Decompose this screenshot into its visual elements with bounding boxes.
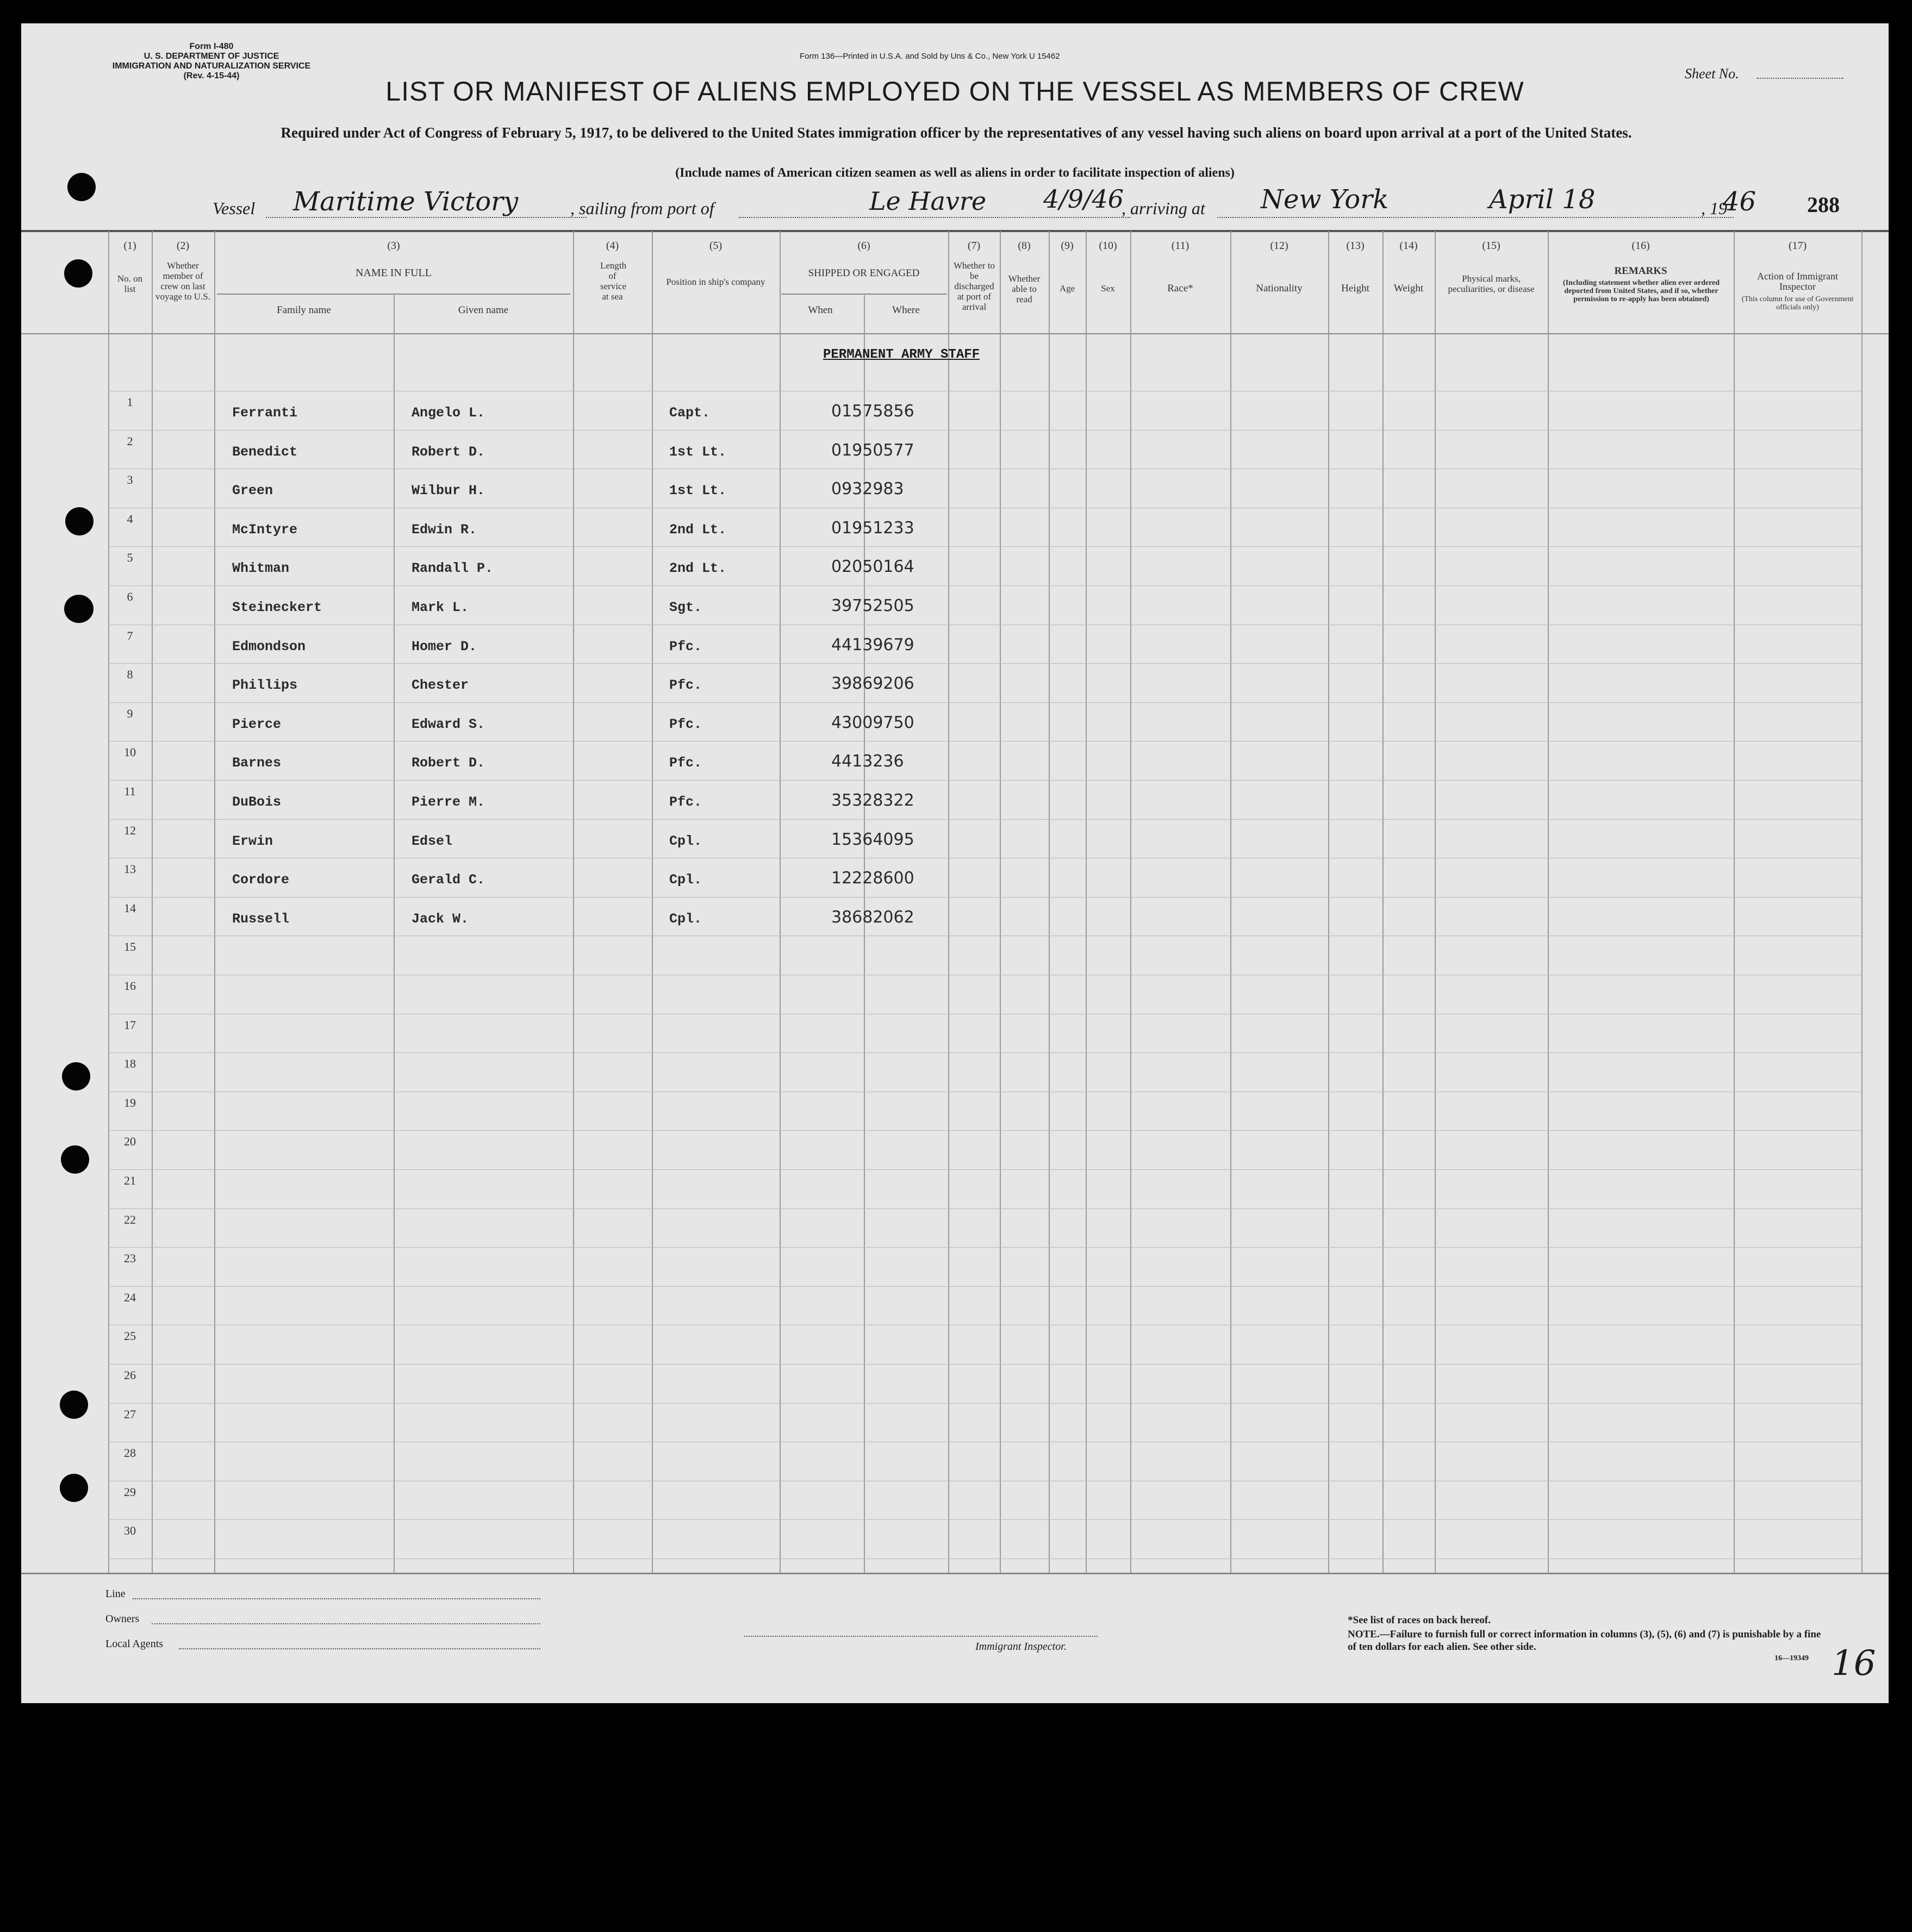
given-name-cell: Edsel [412, 833, 453, 849]
colnum-4: (4) [606, 240, 619, 252]
header-physical-marks: Physical marks, peculiarities, or disease [1448, 273, 1535, 294]
row-number: 16 [124, 979, 136, 993]
sheet-number-label: Sheet No. [1685, 66, 1739, 82]
remarks-note: (Including statement whether alien ever ordered deported from United States, and if so, whether permission to re-apply has been obtained) [1562, 279, 1720, 303]
position-cell: Cpl. [669, 911, 702, 927]
arriving-label: , arriving at [1122, 198, 1205, 218]
header-given-name: Given name [458, 304, 509, 316]
family-name-cell: Whitman [232, 560, 290, 576]
arriving-underline [1217, 217, 1734, 218]
row-line [108, 430, 1861, 431]
family-name-cell: Ferranti [232, 405, 298, 421]
row-number: 12 [124, 824, 136, 837]
given-name-cell: Edward S. [412, 716, 485, 732]
sailing-label: , sailing from port of [570, 198, 714, 218]
row-number: 23 [124, 1251, 136, 1265]
row-number: 6 [127, 590, 133, 603]
row-line [108, 1403, 1861, 1404]
row-number: 29 [124, 1485, 136, 1499]
family-name-cell: McIntyre [232, 522, 298, 538]
shipped-header-rule [781, 294, 947, 295]
row-number: 19 [124, 1096, 136, 1110]
row-number: 7 [127, 629, 133, 643]
arriving-port[interactable]: New York [1261, 184, 1389, 215]
row-number: 30 [124, 1524, 136, 1537]
page-title: LIST OR MANIFEST OF ALIENS EMPLOYED ON THE VESSEL AS MEMBERS OF CREW [385, 76, 1524, 107]
family-name-cell: Steineckert [232, 600, 322, 615]
serial-number-cell: 39869206 [831, 674, 914, 693]
serial-number-cell: 0932983 [831, 479, 904, 498]
colnum-10: (10) [1099, 240, 1117, 252]
header-race: Race* [1167, 283, 1193, 294]
header-name-in-full: NAME IN FULL [356, 267, 432, 279]
header-family-name: Family name [277, 304, 331, 316]
serial-number-cell: 39752505 [831, 596, 914, 615]
column-line [394, 295, 395, 1573]
serial-number-cell: 43009750 [831, 713, 914, 732]
header-weight: Weight [1393, 283, 1424, 294]
binder-hole [64, 259, 92, 288]
position-cell: Cpl. [669, 833, 702, 849]
year-prefix: , 19 [1701, 198, 1727, 218]
row-number: 20 [124, 1135, 136, 1148]
column-line [652, 231, 653, 1573]
vessel-name[interactable]: Maritime Victory [293, 186, 519, 217]
header-age: Age [1059, 283, 1075, 294]
column-line [1328, 231, 1329, 1573]
row-number: 24 [124, 1291, 136, 1304]
family-name-cell: Barnes [232, 755, 282, 771]
given-name-cell: Wilbur H. [412, 483, 485, 498]
position-cell: Pfc. [669, 677, 702, 693]
row-line [108, 1130, 1861, 1131]
header-discharged: Whether to be discharged at port of arrival [954, 260, 995, 312]
binder-hole [65, 507, 94, 535]
header-where: Where [892, 304, 920, 316]
given-name-cell: Robert D. [412, 755, 485, 771]
row-line [108, 1052, 1861, 1053]
serial-number-cell: 01950577 [831, 441, 914, 460]
include-note: (Include names of American citizen seamen as well as aliens in order to facilitate inspection of aliens) [675, 166, 1235, 180]
family-name-cell: Russell [232, 911, 290, 927]
colnum-12: (12) [1270, 240, 1288, 252]
vessel-label: Vessel [213, 198, 256, 218]
agency: U. S. DEPARTMENT OF JUSTICE [144, 52, 279, 61]
header-sex: Sex [1101, 283, 1115, 294]
colnum-2: (2) [176, 240, 190, 252]
row-number: 5 [127, 551, 133, 564]
row-number: 18 [124, 1057, 136, 1070]
page-number: 288 [1807, 192, 1840, 217]
serial-number-cell: 38682062 [831, 908, 914, 927]
row-number: 22 [124, 1213, 136, 1226]
given-name-cell: Angelo L. [412, 405, 485, 421]
given-name-cell: Gerald C. [412, 872, 485, 888]
handwritten-number: 16 [1832, 1643, 1876, 1684]
serial-number-cell: 02050164 [831, 557, 914, 576]
column-line [1734, 231, 1735, 1573]
header-shipped-or-engaged: SHIPPED OR ENGAGED [808, 267, 920, 279]
print-code: 16—19349 [1774, 1654, 1809, 1662]
family-name-cell: Benedict [232, 444, 298, 460]
position-cell: Capt. [669, 405, 711, 421]
inspector-label: Immigrant Inspector. [975, 1641, 1067, 1653]
colnum-6: (6) [857, 240, 870, 252]
row-number: 15 [124, 940, 136, 953]
given-name-cell: Pierre M. [412, 794, 485, 810]
header-position: Position in ship's company [666, 277, 765, 287]
row-line [108, 1286, 1861, 1287]
colnum-13: (13) [1346, 240, 1365, 252]
given-name-cell: Edwin R. [412, 522, 477, 538]
colnum-8: (8) [1018, 240, 1031, 252]
given-name-cell: Jack W. [412, 911, 469, 927]
page-subtitle: Required under Act of Congress of February 5, 1917, to be delivered to the United States immigration officer by the representatives of any vessel having such aliens on board upon arrival at a port of the United States. [281, 124, 1632, 141]
position-cell: 2nd Lt. [669, 560, 727, 576]
given-name-cell: Chester [412, 677, 469, 693]
column-line [948, 231, 949, 1573]
column-line [214, 231, 215, 1573]
column-line [1861, 231, 1863, 1573]
table-bottom-rule [21, 1573, 1889, 1574]
binder-hole [64, 595, 94, 623]
row-line [108, 1169, 1861, 1170]
colnum-17: (17) [1788, 240, 1807, 252]
arrival-year[interactable]: 46 [1723, 186, 1757, 217]
family-name-cell: Phillips [232, 677, 298, 693]
position-cell: 1st Lt. [669, 483, 727, 498]
family-name-cell: Pierce [232, 716, 282, 732]
row-number: 27 [124, 1407, 136, 1421]
serial-number-cell: 01951233 [831, 519, 914, 538]
row-line [108, 1247, 1861, 1248]
owners-field[interactable] [152, 1623, 540, 1624]
header-no-on-list: No. on list [117, 273, 143, 294]
serial-number-cell: 44139679 [831, 635, 914, 655]
header-inspector-action: Action of Immigrant Inspector [1757, 271, 1838, 292]
row-line [108, 702, 1861, 703]
row-number: 25 [124, 1329, 136, 1343]
serial-number-cell: 01575856 [831, 402, 914, 421]
row-line [108, 819, 1861, 820]
position-cell: Pfc. [669, 755, 702, 771]
given-name-cell: Homer D. [412, 639, 477, 655]
family-name-cell: DuBois [232, 794, 282, 810]
row-line [108, 546, 1861, 547]
colnum-15: (15) [1482, 240, 1500, 252]
row-number: 2 [127, 434, 133, 448]
header-when: When [808, 304, 833, 316]
column-line [573, 231, 574, 1573]
position-cell: 1st Lt. [669, 444, 727, 460]
binder-hole [62, 1062, 90, 1090]
sailing-port[interactable]: Le Havre [869, 186, 987, 216]
column-line [152, 231, 153, 1573]
header-remarks: REMARKS [1614, 265, 1667, 277]
inspector-note: (This column for use of Government officials only) [1741, 295, 1854, 311]
given-name-cell: Mark L. [412, 600, 469, 615]
column-line [1049, 231, 1050, 1573]
printer-note: Form 136—Printed in U.S.A. and Sold by Uns & Co., New York U 15462 [800, 52, 1060, 61]
colnum-1: (1) [123, 240, 136, 252]
family-name-cell: Edmondson [232, 639, 306, 655]
column-line [1230, 231, 1231, 1573]
line-field[interactable] [133, 1598, 540, 1599]
row-number: 26 [124, 1368, 136, 1382]
row-number: 17 [124, 1018, 136, 1032]
position-cell: 2nd Lt. [669, 522, 727, 538]
header-able-to-read: Whether able to read [1008, 273, 1041, 304]
colnum-14: (14) [1399, 240, 1418, 252]
column-line [1548, 231, 1549, 1573]
colnum-3: (3) [387, 240, 400, 252]
row-number: 28 [124, 1446, 136, 1460]
header-nationality: Nationality [1256, 283, 1303, 294]
line-label: Line [105, 1588, 126, 1600]
row-number: 21 [124, 1174, 136, 1187]
row-number: 9 [127, 707, 133, 720]
races-note: *See list of races on back hereof. [1348, 1615, 1491, 1626]
position-cell: Pfc. [669, 794, 702, 810]
family-name-cell: Cordore [232, 872, 290, 888]
row-number: 4 [127, 512, 133, 526]
row-line [108, 1519, 1861, 1520]
binder-hole [60, 1391, 88, 1419]
penalty-note: NOTE.—Failure to furnish full or correct information in columns (3), (5), (6) and (7) is punishable by a fine of ten dollars for each alien. See other side. [1348, 1629, 1821, 1653]
row-number: 11 [124, 784, 136, 798]
row-line [108, 663, 1861, 664]
colnum-9: (9) [1061, 240, 1074, 252]
name-header-rule [217, 294, 570, 295]
family-name-cell: Green [232, 483, 273, 498]
row-number: 1 [127, 395, 133, 409]
row-number: 13 [124, 862, 136, 876]
position-cell: Pfc. [669, 639, 702, 655]
column-line [1086, 231, 1087, 1573]
inspector-signature-field[interactable] [744, 1636, 1098, 1637]
header-bottom-rule [21, 333, 1889, 334]
binder-hole [61, 1145, 89, 1174]
position-cell: Cpl. [669, 872, 702, 888]
row-number: 10 [124, 745, 136, 759]
colnum-5: (5) [709, 240, 723, 252]
column-line [1382, 231, 1384, 1573]
revision: (Rev. 4-15-44) [183, 71, 240, 80]
column-line [1435, 231, 1436, 1573]
sailing-underline [739, 217, 1130, 218]
column-line [1000, 231, 1001, 1573]
sailing-date[interactable]: 4/9/46 [1043, 184, 1124, 214]
vessel-underline [266, 217, 587, 218]
serial-number-cell: 35328322 [831, 791, 914, 810]
row-line [108, 780, 1861, 781]
header-height: Height [1341, 283, 1369, 294]
given-name-cell: Robert D. [412, 444, 485, 460]
colnum-7: (7) [967, 240, 981, 252]
row-number: 8 [127, 668, 133, 681]
manifest-page [21, 23, 1889, 1703]
colnum-11: (11) [1171, 240, 1189, 252]
arrival-date[interactable]: April 18 [1489, 184, 1596, 215]
position-cell: Pfc. [669, 716, 702, 732]
header-last-voyage: Whether member of crew on last voyage to U.S. [155, 260, 211, 302]
column-line [780, 231, 781, 1573]
row-number: 3 [127, 473, 133, 487]
owners-label: Owners [105, 1613, 140, 1625]
agents-field[interactable] [179, 1648, 540, 1649]
section-heading: PERMANENT ARMY STAFF [823, 347, 980, 362]
serial-number-cell: 4413236 [831, 752, 904, 771]
serial-number-cell: 12228600 [831, 869, 914, 888]
row-line [108, 897, 1861, 898]
form-id: Form I-480 [189, 42, 234, 51]
binder-hole [60, 1474, 88, 1502]
agents-label: Local Agents [105, 1638, 164, 1650]
family-name-cell: Erwin [232, 833, 273, 849]
column-line [1130, 231, 1131, 1573]
table-top-rule [21, 230, 1889, 232]
colnum-16: (16) [1631, 240, 1650, 252]
given-name-cell: Randall P. [412, 560, 494, 576]
service: IMMIGRATION AND NATURALIZATION SERVICE [112, 61, 311, 71]
position-cell: Sgt. [669, 600, 702, 615]
row-line [108, 1208, 1861, 1209]
binder-hole [67, 173, 96, 201]
row-line [108, 585, 1861, 586]
header-length-of-service: Length of service at sea [600, 260, 627, 302]
row-number: 14 [124, 901, 136, 915]
serial-number-cell: 15364095 [831, 830, 914, 849]
